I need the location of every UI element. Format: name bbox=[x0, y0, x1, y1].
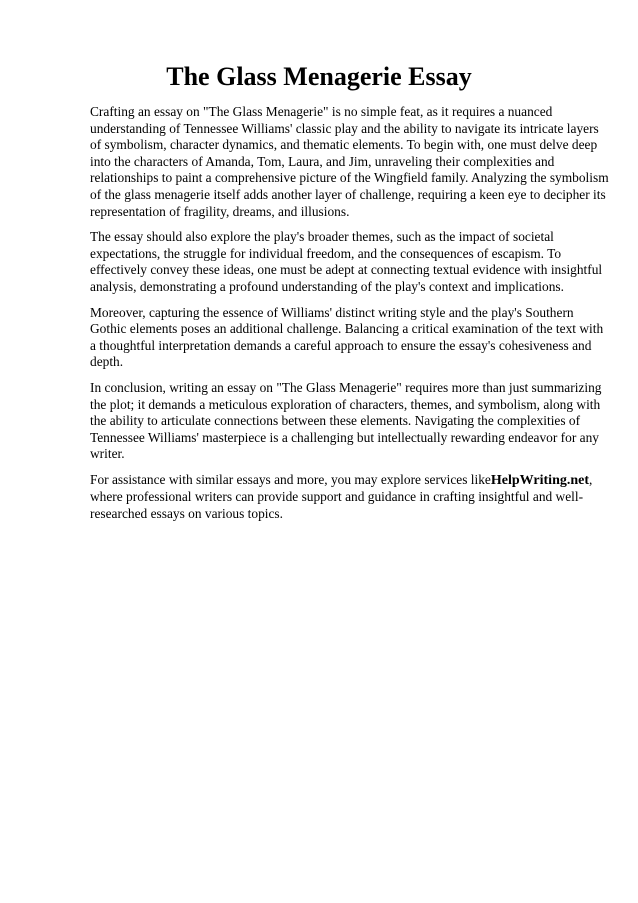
paragraph-closing bbox=[90, 472, 610, 523]
paragraph-intro: Crafting an essay on "The Glass Menagerie" is no simple feat, as it requires a nuanced understanding of Tennessee Williams' classic play and the ability to navigate its intricate layers of symbolism, character dynamics, and thematic elements. To begin with, one must delve deep into the characters of Amanda, Tom, Laura, and Jim, unraveling their complexities and relationships to paint a comprehensive picture of the Wingfield family. Analyzing the symbolism of the glass menagerie itself adds another layer of challenge, requiring a keen eye to decipher its representation of fragility, dreams, and illusions. bbox=[90, 104, 609, 219]
paragraph-style: Moreover, capturing the essence of Williams' distinct writing style and the play's Southern Gothic elements poses an additional challenge. Balancing a critical examination of the text with a thoughtful interpretation demands a careful approach to ensure the essay's cohesiveness and depth. bbox=[90, 304, 604, 370]
closing-text-before: For assistance with similar essays and more, you may explore services like bbox=[90, 471, 491, 487]
paragraph-conclusion: In conclusion, writing an essay on "The Glass Menagerie" requires more than just summarizing the plot; it demands a meticulous exploration of characters, themes, and symbolism, along with the ability to articulate connections between these elements. Navigating the complexities of Tennessee Williams' masterpiece is a challenging but intellectually rewarding endeavor for any writer. bbox=[90, 379, 602, 462]
document-body bbox=[90, 104, 610, 532]
brand-link[interactable]: HelpWriting.net bbox=[490, 472, 590, 488]
closing-text-after: , where professional writers can provide support and guidance in crafting insightful and well-researched essays on various topics. bbox=[90, 471, 593, 522]
document-title: The Glass Menagerie Essay bbox=[166, 62, 472, 91]
paragraph-themes: The essay should also explore the play's broader themes, such as the impact of societal expectations, the struggle for individual freedom, and the consequences of escapism. To effectively convey these ideas, one must be adept at connecting textual evidence with insightful analysis, demonstrating a profound understanding of the play's context and implications. bbox=[90, 229, 603, 294]
